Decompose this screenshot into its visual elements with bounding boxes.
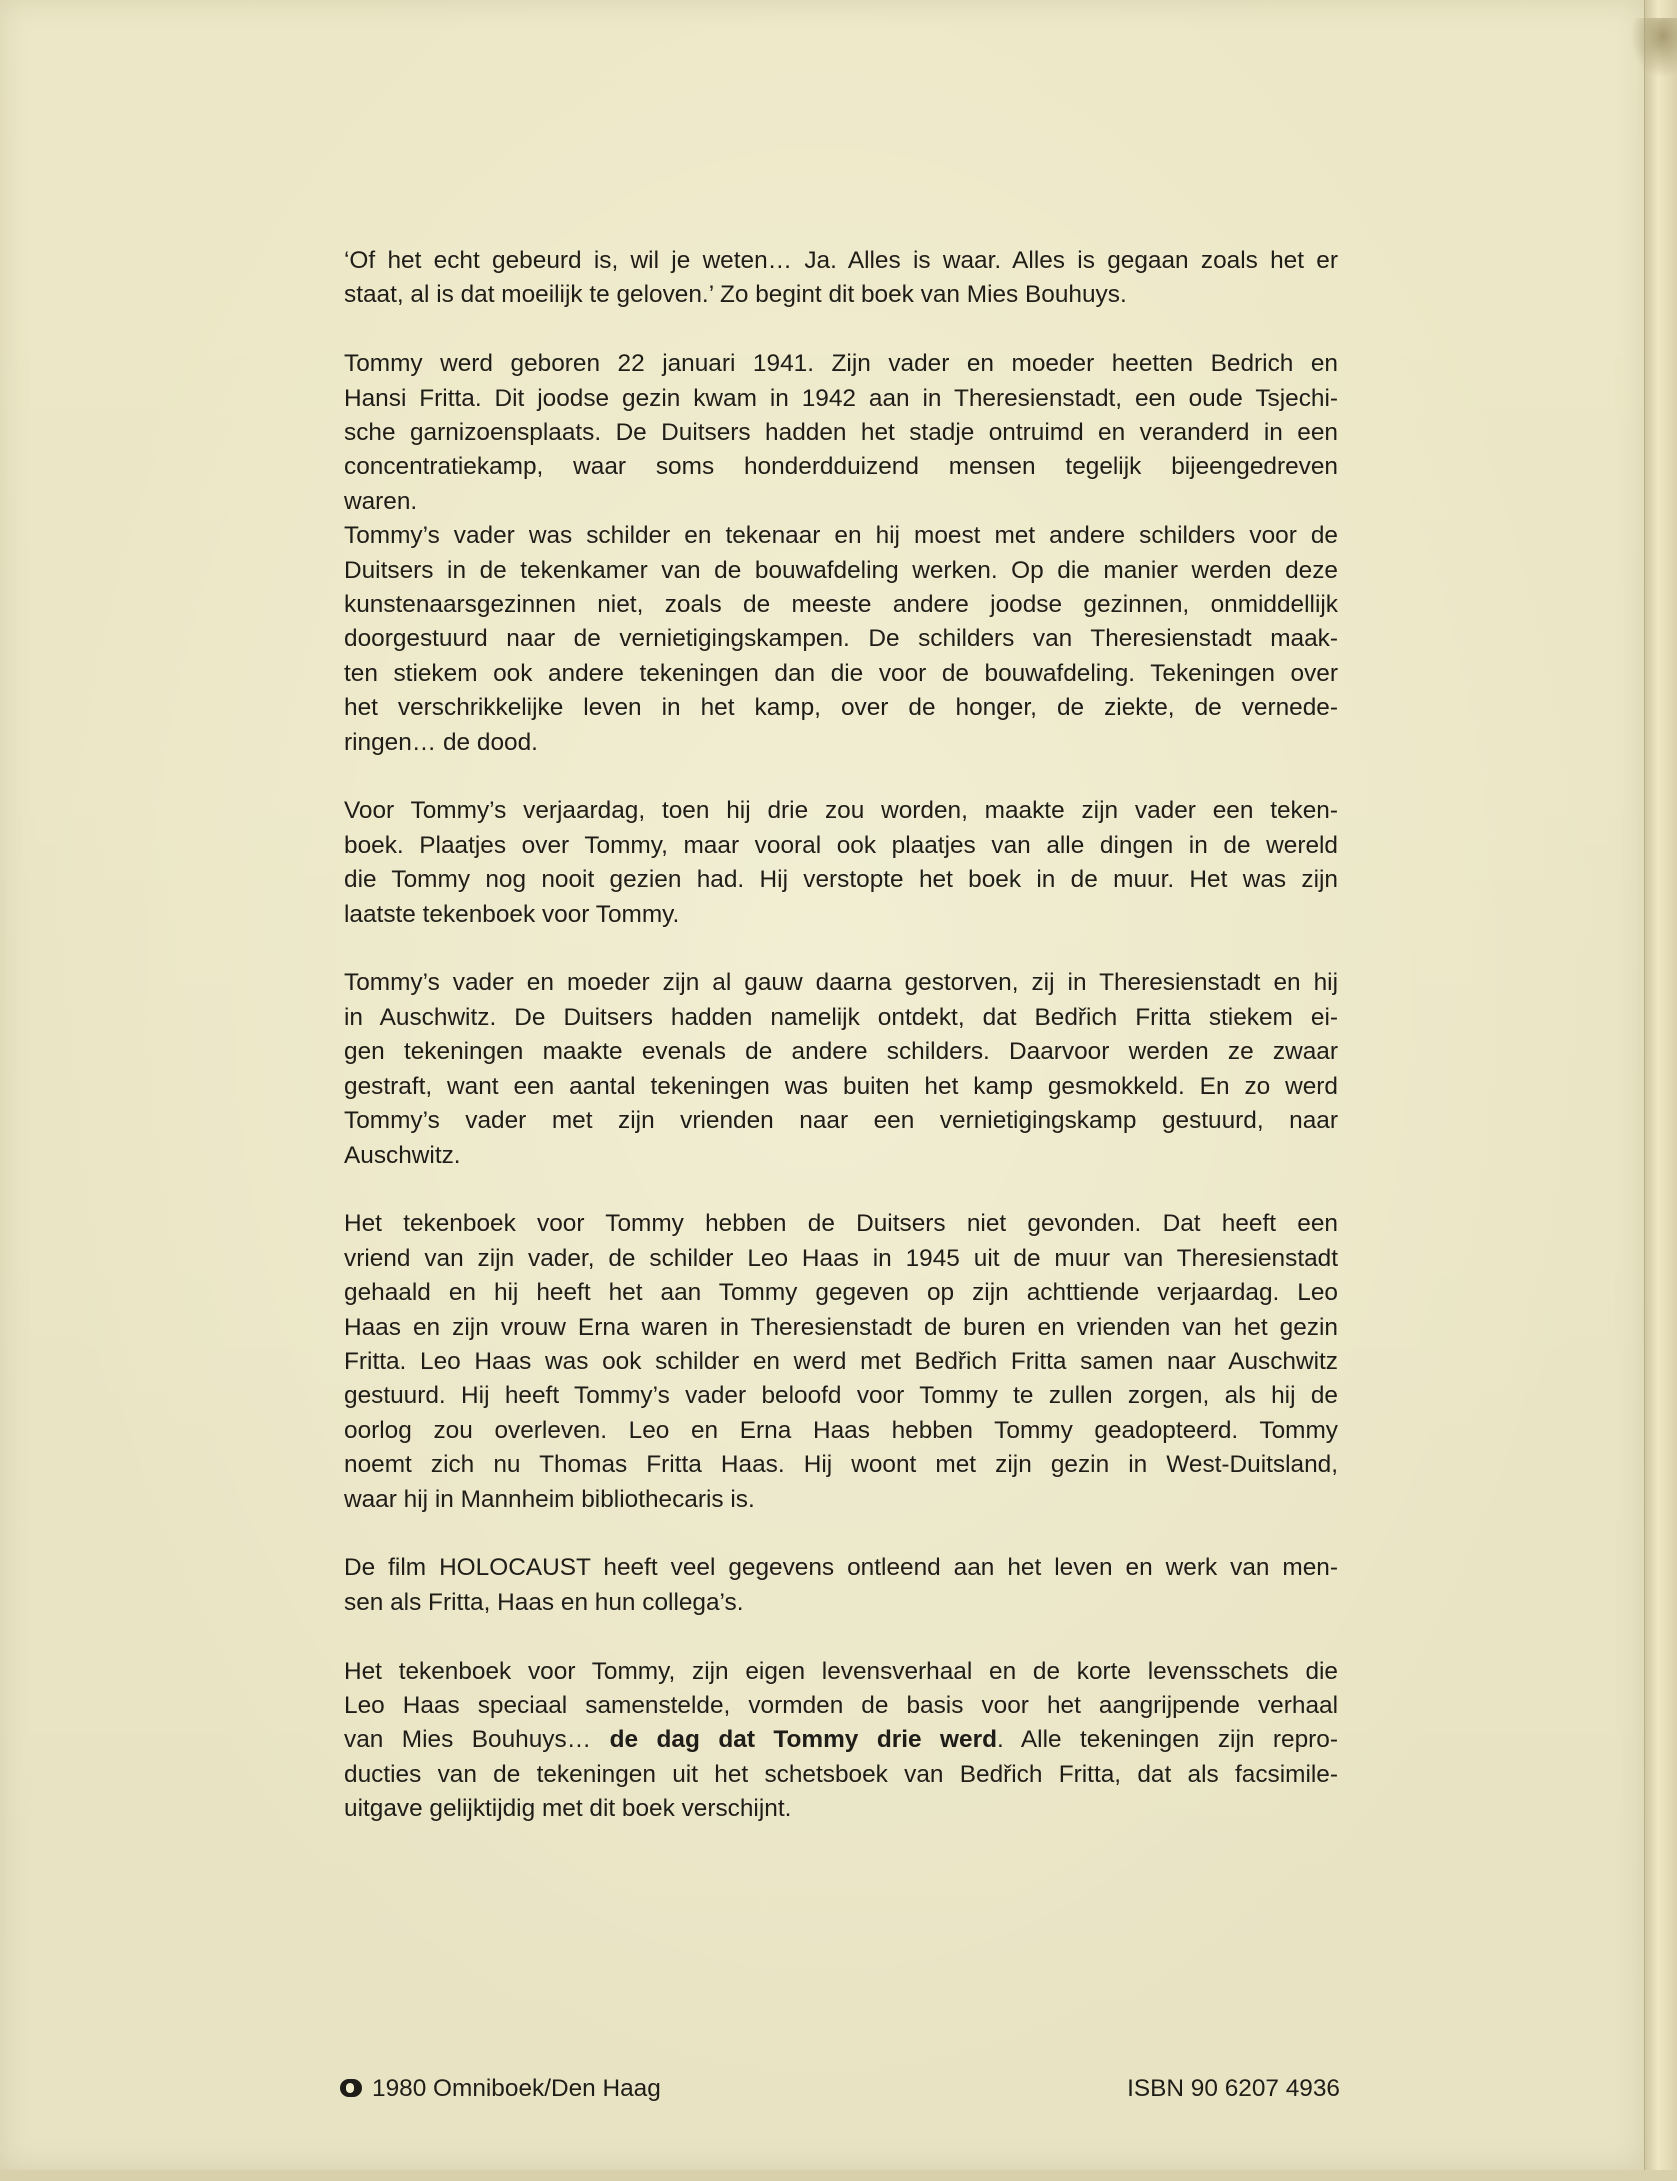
- text-line: Duitsers in de tekenkamer van de bouwafdeling werken. Op die manier werden deze: [344, 556, 1338, 584]
- publisher-line: [340, 2072, 661, 2106]
- text-line: Leo Haas speciaal samenstelde, vormden de basis voor het aangrijpende verhaal: [344, 1691, 1338, 1719]
- text-line: in Auschwitz. De Duitsers hadden namelijk ontdekt, dat Bedřich Fritta stiekem ei-: [344, 1003, 1338, 1031]
- paragraph-birth: [344, 347, 1338, 760]
- paragraph-birthday: [344, 794, 1338, 932]
- paragraph-parents: [344, 966, 1338, 1172]
- text-line: waar hij in Mannheim bibliothecaris is.: [344, 1485, 755, 1513]
- omniboek-logo-icon: [340, 2079, 362, 2097]
- text-line: sche garnizoensplaats. De Duitsers hadden het stadje ontruimd en veranderd in een: [344, 419, 1338, 447]
- text-line: laatste tekenboek voor Tommy.: [344, 900, 680, 928]
- text-line: noemt zich nu Thomas Fritta Haas. Hij woont met zijn gezin in West-Duitsland,: [344, 1451, 1338, 1479]
- text-line: gestuurd. Hij heeft Tommy’s vader beloofd voor Tommy te zullen zorgen, als hij de: [344, 1382, 1338, 1410]
- text-line: boek. Plaatjes over Tommy, maar vooral ook plaatjes van alle dingen in de wereld: [344, 831, 1338, 859]
- text-line: Fritta. Leo Haas was ook schilder en werd met Bedřich Fritta samen naar Auschwitz: [344, 1347, 1338, 1375]
- text-line: kunstenaarsgezinnen niet, zoals de meeste andere joodse gezinnen, onmiddellijk: [344, 591, 1338, 619]
- text-line: ten stiekem ook andere tekeningen dan die voor de bouwafdeling. Tekeningen over: [344, 659, 1338, 687]
- text-line: het verschrikkelijke leven in het kamp, over de honger, de ziekte, de vernede-: [344, 694, 1338, 722]
- book-title: de dag dat Tommy drie werd: [609, 1726, 997, 1754]
- isbn-text: ISBN 90 6207 4936: [1127, 2075, 1340, 2102]
- text-line: gehaald en hij heeft het aan Tommy gegeven op zijn achttiende verjaardag. Leo: [344, 1279, 1338, 1307]
- colophon: [340, 2072, 1340, 2106]
- spine-edge: [1644, 0, 1677, 2181]
- text-segment: van Mies Bouhuys…: [344, 1726, 610, 1754]
- text-line: ‘Of het echt gebeurd is, wil je weten… Ja. Alles is waar. Alles is gegaan zoals het er: [344, 247, 1338, 274]
- text-line: waren.: [344, 487, 418, 515]
- text-line: die Tommy nog nooit gezien had. Hij verstopte het boek in de muur. Het was zijn: [344, 866, 1338, 894]
- text-line: Voor Tommy’s verjaardag, toen hij drie zou worden, maakte zijn vader een teken-: [344, 797, 1338, 825]
- text-line: oorlog zou overleven. Leo en Erna Haas hebben Tommy geadopteerd. Tommy: [344, 1416, 1338, 1444]
- text-line-with-title: [344, 1723, 1338, 1757]
- spine-wear: [1630, 18, 1677, 78]
- paragraph-film: [344, 1551, 1338, 1620]
- text-line: Hansi Fritta. Dit joodse gezin kwam in 1942 aan in Theresienstadt, een oude Tsjechi-: [344, 384, 1338, 412]
- text-line: uitgave gelijktijdig met dit boek verschijnt.: [344, 1795, 792, 1823]
- text-line: ducties van de tekeningen uit het schetsboek van Bedřich Fritta, dat als facsimile-: [344, 1760, 1338, 1788]
- paragraph-intro: [344, 244, 1338, 313]
- text-line: doorgestuurd naar de vernietigingskampen. De schilders van Theresienstadt maak-: [344, 625, 1338, 653]
- text-line: De film HOLOCAUST heeft veel gegevens ontleend aan het leven en werk van men-: [344, 1554, 1338, 1582]
- text-line: Tommy’s vader en moeder zijn al gauw daarna gestorven, zij in Theresienstadt en hij: [344, 969, 1338, 997]
- text-line: Het tekenboek voor Tommy hebben de Duitsers niet gevonden. Dat heeft een: [344, 1210, 1338, 1238]
- text-line: Het tekenboek voor Tommy, zijn eigen levensverhaal en de korte levensschets die: [344, 1657, 1338, 1685]
- text-line: staat, al is dat moeilijk te geloven.’ Zo begint dit boek van Mies Bouhuys.: [344, 281, 1127, 309]
- text-line: gen tekeningen maakte evenals de andere schilders. Daarvoor werden ze zwaar: [344, 1038, 1338, 1066]
- text-line: Auschwitz.: [344, 1141, 461, 1169]
- text-line: Tommy’s vader was schilder en tekenaar en hij moest met andere schilders voor de: [344, 522, 1338, 550]
- publisher-text: 1980 Omniboek/Den Haag: [372, 2075, 661, 2102]
- text-line: gestraft, want een aantal tekeningen was buiten het kamp gesmokkeld. En zo werd: [344, 1072, 1338, 1100]
- bottom-edge: [0, 2170, 1677, 2181]
- blurb-text: [344, 244, 1338, 1861]
- text-line: Tommy werd geboren 22 januari 1941. Zijn vader en moeder heetten Bedrich en: [344, 350, 1338, 378]
- text-line: vriend van zijn vader, de schilder Leo Haas in 1945 uit de muur van Theresienstadt: [344, 1244, 1338, 1272]
- text-segment: . Alle tekeningen zijn repro-: [996, 1726, 1338, 1754]
- paragraph-sketchbook: [344, 1207, 1338, 1517]
- text-line: Haas en zijn vrouw Erna waren in Theresienstadt de buren en vrienden van het gezin: [344, 1313, 1338, 1341]
- text-line: sen als Fritta, Haas en hun collega’s.: [344, 1588, 744, 1616]
- text-line: Tommy’s vader met zijn vrienden naar een vernietigingskamp gestuurd, naar: [344, 1107, 1338, 1135]
- text-line: ringen… de dood.: [344, 728, 538, 756]
- paragraph-basis: [344, 1655, 1338, 1827]
- text-line: concentratiekamp, waar soms honderdduizend mensen tegelijk bijeengedreven: [344, 453, 1338, 481]
